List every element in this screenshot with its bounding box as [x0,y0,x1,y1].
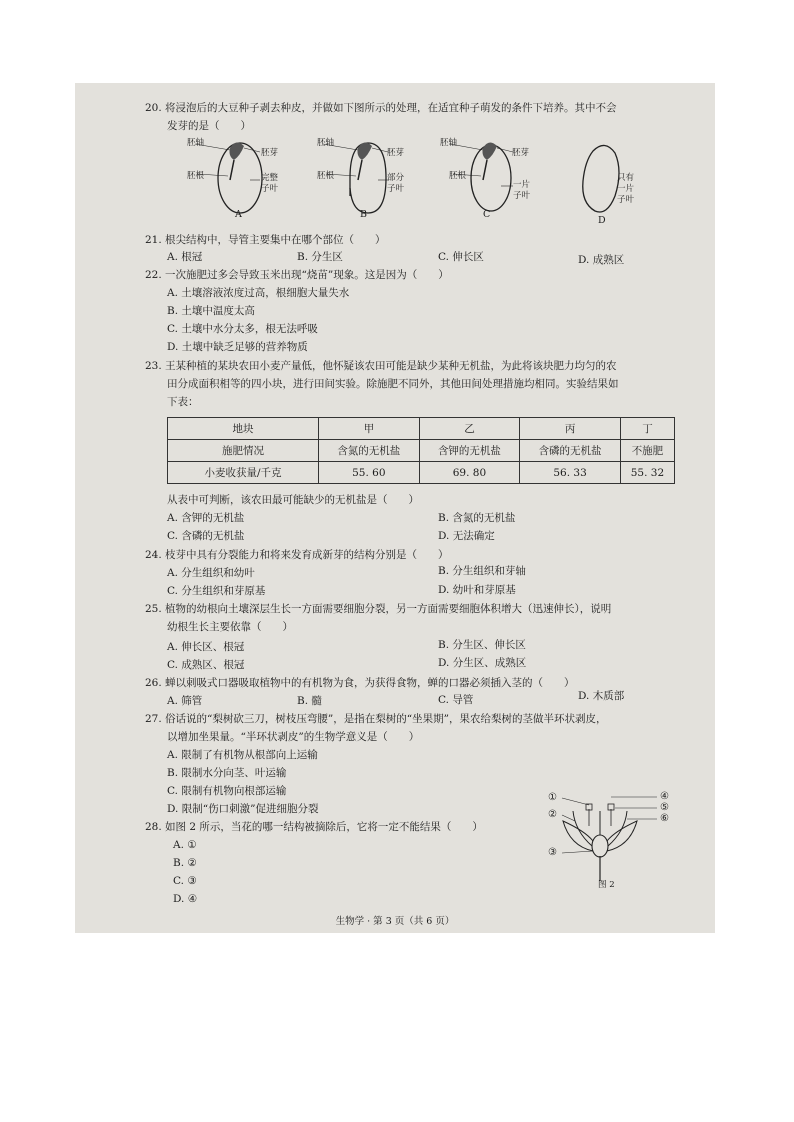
q23-line2: 田分成面积相等的四小块，进行田间实验。除施肥不同外，其他田间处理措施均相同。实验结果如 [167,378,619,390]
q28-option-c: C. ③ [173,875,197,887]
seed-d-letter: D [598,215,606,226]
seed-d-label-3: 子叶 [617,195,635,205]
table-cell: 施肥情况 [168,440,319,462]
table-cell: 含氮的无机盐 [319,440,420,462]
q24-option-c: C. 分生组织和芽原基 [167,585,266,597]
seed-d-drawing [575,141,655,221]
seed-a-cot1-label: 完整 [261,173,279,183]
q26-option-d: D. 木质部 [578,690,625,702]
q23-option-a: A. 含钾的无机盐 [167,512,245,524]
q20-line2: 发芽的是（ ） [167,120,251,132]
table-cell: 55. 32 [620,462,674,484]
q26-option-a: A. 筛管 [167,695,203,707]
q26-option-c: C. 导管 [438,694,474,706]
flower-label-5: ⑤ [660,802,669,813]
seed-a-bud-label: 胚芽 [261,148,279,158]
q22-option-c: C. 土壤中水分太多，根无法呼吸 [167,323,318,335]
table-header-cell: 乙 [419,418,520,440]
q27-line2: 以增加坐果量。“半环状剥皮”的生物学意义是（ ） [167,731,420,743]
seed-a-cot2-label: 子叶 [261,184,279,194]
seed-c-cot2-label: 子叶 [513,191,531,201]
q28-option-a: A. ① [173,839,197,851]
seed-c-letter: C [483,209,491,220]
flower-label-3: ③ [548,847,557,858]
seed-b-letter: B [360,209,367,220]
seed-c-root-label: 胚根 [449,171,467,181]
table-header-cell: 丁 [620,418,674,440]
table-cell: 不施肥 [620,440,674,462]
q22-stem: 22. 一次施肥过多会导致玉米出现“烧苗”现象。这是因为（ ） [145,269,449,281]
seed-b-axis-label: 胚轴 [317,138,335,148]
table-cell: 含钾的无机盐 [419,440,520,462]
seed-c-bud-label: 胚芽 [512,148,530,158]
q28-stem: 28. 如图 2 所示，当花的哪一结构被摘除后，它将一定不能结果（ ） [145,821,483,833]
table-header-cell: 丙 [520,418,621,440]
q27-option-a: A. 限制了有机物从根部向上运输 [167,749,318,761]
table-header-cell: 甲 [319,418,420,440]
seed-b-root-label: 胚根 [317,171,335,181]
q24-option-b: B. 分生组织和芽轴 [438,565,526,577]
q21-stem: 21. 根尖结构中，导管主要集中在哪个部位（ ） [145,234,386,246]
q23-option-d: D. 无法确定 [438,530,495,542]
seed-d-label-1: 只有 [617,173,635,183]
table-row [168,462,675,484]
q23-line3: 下表： [167,396,199,408]
q23-question: 从表中可判断，该农田最可能缺少的无机盐是（ ） [167,494,419,506]
page-footer: 生物学 · 第 3 页（共 6 页） [335,916,455,927]
table-cell: 含磷的无机盐 [520,440,621,462]
q28-option-d: D. ④ [173,893,198,905]
q25-option-d: D. 分生区、成熟区 [438,657,527,669]
flower-drawing [545,791,675,886]
q22-option-d: D. 土壤中缺乏足够的营养物质 [167,341,308,353]
exam-page [75,83,715,933]
q25-line1: 25. 植物的幼根向土壤深层生长一方面需要细胞分裂，另一方面需要细胞体积增大（迅速伸长），说明 [145,603,612,615]
table-cell: 56. 33 [520,462,621,484]
q23-line1: 23. 王某种植的某块农田小麦产量低，他怀疑该农田可能是缺少某种无机盐，为此将该块肥力均匀的农 [145,360,617,372]
table-cell: 55. 60 [319,462,420,484]
q26-stem: 26. 蝉以刺吸式口器吸取植物中的有机物为食，为获得食物，蝉的口器必须插入茎的（ ） [145,677,575,689]
q25-line2: 幼根生长主要依靠（ ） [167,621,293,633]
q27-option-b: B. 限制水分向茎、叶运输 [167,767,287,779]
flower-caption: 图 2 [598,880,615,890]
q21-option-c: C. 伸长区 [438,251,484,263]
q24-stem: 24. 枝芽中具有分裂能力和将来发育成新芽的结构分别是（ ） [145,549,449,561]
seed-c-axis-label: 胚轴 [440,138,458,148]
q23-option-c: C. 含磷的无机盐 [167,530,245,542]
q21-option-b: B. 分生区 [297,251,343,263]
table-header-row [168,418,675,440]
q25-option-a: A. 伸长区、根冠 [167,641,245,653]
q20-line1: 20. 将浸泡后的大豆种子剥去种皮，并做如下图所示的处理，在适宜种子萌发的条件下培养。其中不会 [145,102,617,114]
q28-option-b: B. ② [173,857,197,869]
seed-a-letter: A [235,209,242,220]
q21-option-d: D. 成熟区 [578,254,625,266]
table-row [168,440,675,462]
table-header-cell: 地块 [168,418,319,440]
flower-label-1: ① [548,792,557,803]
table-cell: 69. 80 [419,462,520,484]
seed-a-root-label: 胚根 [187,171,205,181]
flower-label-2: ② [548,809,557,820]
q22-option-a: A. 土壤溶液浓度过高，根细胞大量失水 [167,287,350,299]
seed-d-label-2: 一片 [617,184,635,194]
q24-option-a: A. 分生组织和幼叶 [167,567,255,579]
q22-option-b: B. 土壤中温度太高 [167,305,255,317]
table-cell: 小麦收获量/千克 [168,462,319,484]
q27-option-c: C. 限制有机物向根部运输 [167,785,287,797]
q23-option-b: B. 含氮的无机盐 [438,512,516,524]
q21-option-a: A. 根冠 [167,251,203,263]
seed-b-cot2-label: 子叶 [387,184,405,194]
q27-line1: 27. 俗话说的“梨树砍三刀，树枝压弯腰”，是指在梨树的“坐果期”，果农给梨树的茎做半环状剥皮， [145,713,607,725]
seed-b-drawing [328,138,428,218]
seed-a-drawing [200,138,300,218]
q27-option-d: D. 限制“伤口刺激”促进细胞分裂 [167,803,319,815]
seed-c-drawing [455,138,555,218]
q25-option-c: C. 成熟区、根冠 [167,659,245,671]
seed-b-bud-label: 胚芽 [387,148,405,158]
q25-option-b: B. 分生区、伸长区 [438,639,526,651]
q26-option-b: B. 髓 [297,695,322,707]
flower-label-6: ⑥ [660,813,669,824]
seed-a-axis-label: 胚轴 [187,138,205,148]
seed-b-cot1-label: 部分 [387,173,405,183]
q23-results-table [167,417,675,484]
q24-option-d: D. 幼叶和芽原基 [438,584,516,596]
seed-c-cot1-label: 一片 [513,180,531,190]
flower-label-4: ④ [660,791,669,802]
